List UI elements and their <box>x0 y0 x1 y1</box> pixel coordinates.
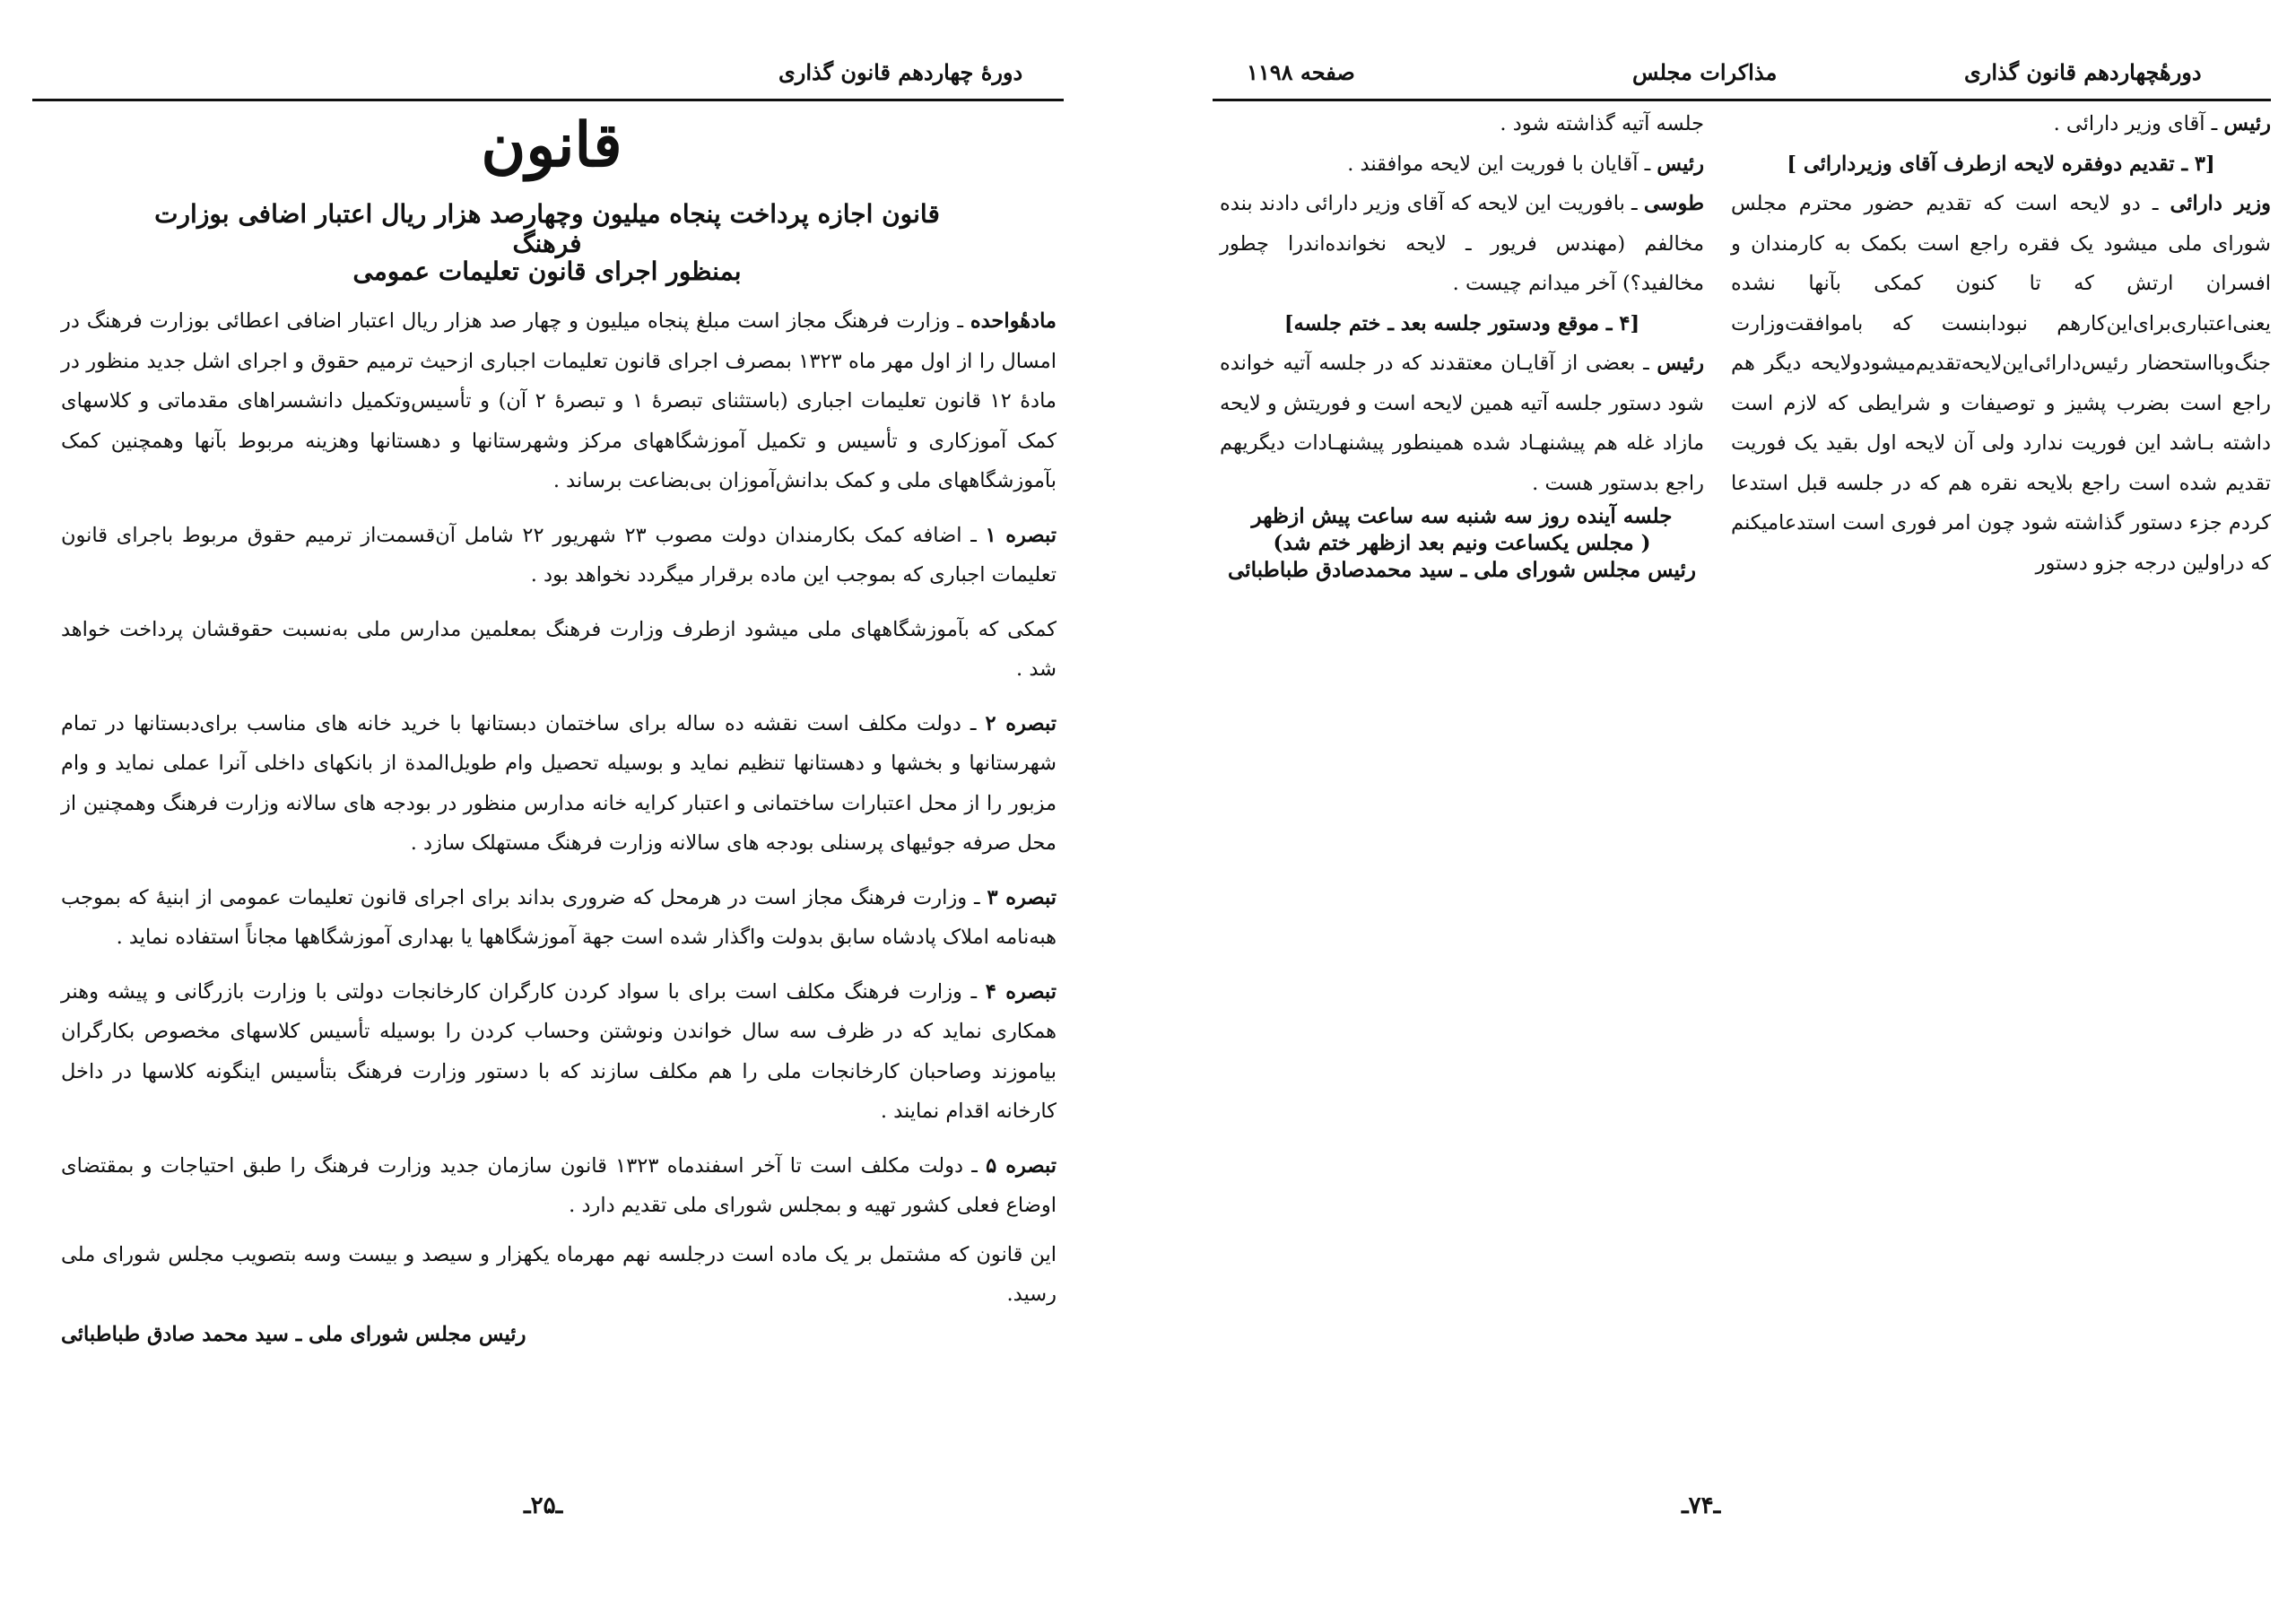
law-heading: قانون <box>481 109 622 181</box>
running-header-center: مذاکرات مجلس <box>1632 59 1778 85</box>
speaker-name: طوسی <box>1643 192 1704 215</box>
header-rule <box>1213 99 2271 101</box>
law-closing <box>61 1235 1057 1355</box>
header-rule <box>32 99 1064 101</box>
running-header-page: صفحه ۱۱۹۸ <box>1247 59 1355 85</box>
speaker-entry <box>1731 184 2271 583</box>
note-4 <box>61 972 1057 1132</box>
single-article <box>61 301 1057 501</box>
section-heading: [۳ ـ تقدیم دوفقره لایحه ازطرف آقای وزیردارائی ] <box>1787 152 2215 176</box>
speaker-signature: رئیس مجلس شورای ملی ـ سید محمد صادق طباطبائی <box>61 1322 526 1346</box>
article-label: مادهٔواحده <box>970 309 1057 333</box>
continuation-text: جلسه آتیه گذاشته شود . <box>1500 112 1704 135</box>
note-5-label: تبصره ۵ <box>986 1153 1057 1178</box>
speaker-name: رئیس <box>2223 112 2271 135</box>
law-subtitle: قانون اجازه پرداخت پنجاه میلیون وچهارصد هزار ریال اعتبار اضافی بوزارت فرهنگ <box>154 199 940 258</box>
page-number: ـ۲۵ـ <box>524 1492 563 1519</box>
speaker-entry <box>1220 343 1704 503</box>
proceedings-column-left <box>1220 104 1704 584</box>
note-5 <box>61 1146 1057 1226</box>
speaker-signature: رئیس مجلس شورای ملی ـ سید محمدصادق طباطبائی <box>1228 558 1696 582</box>
speaker-name: رئیس <box>1657 152 1704 176</box>
law-subtitle-secondary: بمنظور اجرای قانون تعلیمات عمومی <box>352 257 742 286</box>
speaker-name: وزیر دارائی <box>2170 192 2271 215</box>
note-1-label: تبصره ۱ <box>985 523 1057 547</box>
speaker-entry <box>1220 144 1704 185</box>
left-page <box>0 0 1103 1600</box>
page-number: ـ۷۴ـ <box>1682 1492 1721 1519</box>
note-5-text: ـ دولت مکلف است تا آخر اسفندماه ۱۳۲۳ قانون سازمان جدید وزارت فرهنگ را طبق احتیاجات و بمقتضای اوضاع فعلی کشور تهیه و بمجلس شورای ملی تقدیم دارد . <box>61 1153 1057 1217</box>
speaker-text: ـ آقایان با فوریت این لایحه موافقند . <box>1347 152 1651 176</box>
running-header: دورهٔ چهاردهم قانون گذاری <box>778 59 1023 85</box>
note-2-text: ـ دولت مکلف است نقشه ده ساله برای ساختمان دبستانها با خرید خانه های مناسب برای‌دبستانها در تمام شهرستانها و بخشها و دهستانها تنظیم نماید و بوسیله تحصیل وام طویل‌المدة از بانکهای داخلی آنرا عملی نماید و وام مزبور را از محل اعتبارات ساختمانی و اعتبار کرایه خانه مدارس منظور در بودجه های سالانه وزارت فرهنگ وهمچنین از محل صرفه جوئیهای پرسنلی بودجه های سالانه وزارت فرهنگ مستهلک سازد . <box>61 711 1057 855</box>
article-text: ـ وزارت فرهنگ مجاز است مبلغ پنجاه میلیون و چهار صد هزار ریال اعتبار اضافی اعطائی بوزارت فرهنگ در امسال را از اول مهر ماه ۱۳۲۳ بمصرف اجرای قانون تعلیمات اجباری ازحیث ترمیم حقوق و اجرای اشل جدید منظور در مادهٔ ۱۲ قانون تعلیمات اجباری (باستثنای تبصرهٔ ۱ و تبصرهٔ ۲ آن) و تأسیس‌وتکمیل دانشسراهای مقدماتی و کلاسهای کمک آموزکاری و تأسیس و تکمیل آموزشگاههای مرکز وشهرستانها و دهستانها وهزینه مربوط بآنها وهمچنین کمک بآموزشگاههای ملی و کمک بدانش‌آموزان بی‌بضاعت برساند . <box>61 309 1057 492</box>
law-body <box>61 301 1057 1354</box>
session-end-notice: ( مجلس یکساعت ونیم بعد ازظهر ختم شد) <box>1273 531 1651 555</box>
note-2 <box>61 704 1057 864</box>
speaker-text: ـ بافوریت این لایحه که آقای وزیر دارائی دادند بنده مخالفم (مهندس فریور ـ لایحه نخوانده‌اندرا چطور مخالفید؟) آخر میدانم چیست . <box>1220 192 1704 295</box>
note-2-label: تبصره ۲ <box>985 711 1057 735</box>
proceedings-column-right <box>1731 104 2271 583</box>
speaker-text: ـ دو لایحه است که تقدیم حضور محترم مجلس شورای ملی میشود یک فقره راجع است بکمک به کارمندان و افسران ارتش که تا کنون کمکی بآنها نشده یعنی‌اعتباری‌برای‌این‌کارهم نبودابنست که باموافقت‌وزارت جنگ‌وبااستحضار رئیس‌دارائی‌این‌لایحه‌تقدیم‌میشود‌ولایحه دیگر هم راجع است بضرب پشیز و توصیفات و شرایطی که لازم است داشته بـاشد این فوریت ندارد ولی آن لایحه اول بقید یک فوریت تقدیم شده است راجع بلایحه نقره هم که در جلسه قبل استدعا کردم جزء دستور گذاشته شود چون امر فوری است استدعامیکنم که دراولین درجه جزو دستور <box>1731 192 2271 575</box>
law-ending-text: این قانون که مشتمل بر یک ماده است درجلسه نهم مهرماه یکهزار و سیصد و بیست وسه بتصویب مجلس شورای ملی رسید. <box>61 1242 1057 1306</box>
note-3 <box>61 878 1057 958</box>
speaker-text: ـ بعضی از آقایـان معتقدند که در جلسه آتیه خوانده شود دستور جلسه آتیه همین لایحه است و فوریتش و لایحه مازاد غله هم پیشنهـاد شده همینطور پیشنهـادات دیگریهم راجع بدستور هست . <box>1220 352 1704 495</box>
speaker-entry <box>1220 184 1704 304</box>
note-1-continuation: کمکی که بآموزشگاههای ملی میشود ازطرف وزارت فرهنگ بمعلمین مدارس ملی به‌نسبت حقوقشان پرداخت خواهد شد . <box>61 617 1057 681</box>
right-page <box>1193 0 2296 1600</box>
note-4-text: ـ وزارت فرهنگ مکلف است برای با سواد کردن کارگران کارخانجات دولتی با وزارت بازرگانی و پیشه وهنر همکاری نماید که در ظرف سه سال خواندن ونوشتن وحساب کردن را بوسیله تأسیس کلاسهای مخصوص بکارگران بیاموزند وصاحبان کارخانجات ملی را هم مکلف سازند که با دستور وزارت فرهنگ بتأسیس اینگونه کلاسها در داخل کارخانه اقدام نمایند . <box>61 979 1057 1123</box>
running-header-right: دورهٔچهاردهم قانون گذاری <box>1964 59 2202 85</box>
speaker-name: رئیس <box>1657 352 1704 375</box>
speaker-text: ـ آقای وزیر دارائی . <box>2053 112 2218 135</box>
next-session-notice: جلسه آینده روز سه شنبه سه ساعت پیش ازظهر <box>1251 504 1673 528</box>
note-3-text: ـ وزارت فرهنگ مجاز است در هرمحل که ضروری بداند برای اجرای قانون تعلیمات عمومی از ابنیهٔ که بموجب هبه‌نامه املاک پادشاه سابق بدولت واگذار شده است جهة آموزشگاهها یا بهداری آموزشگاهها مجاناً استفاده نماید . <box>61 885 1057 949</box>
section-heading: [۴ ـ موقع ودستور جلسه بعد ـ ختم جلسه] <box>1283 311 1640 335</box>
note-4-label: تبصره ۴ <box>985 979 1057 1004</box>
note-1-text: ـ اضافه کمک بکارمندان دولت مصوب ۲۳ شهریور ۲۲ شامل آن‌قسمت‌از ترمیم حقوق مربوط باجرای قانون تعلیمات اجباری که بموجب این ماده برقرار میگردد نخواهد بود . <box>61 523 1057 587</box>
speaker-entry <box>1731 104 2271 144</box>
note-3-label: تبصره ۳ <box>987 885 1057 909</box>
note-1 <box>61 516 1057 596</box>
